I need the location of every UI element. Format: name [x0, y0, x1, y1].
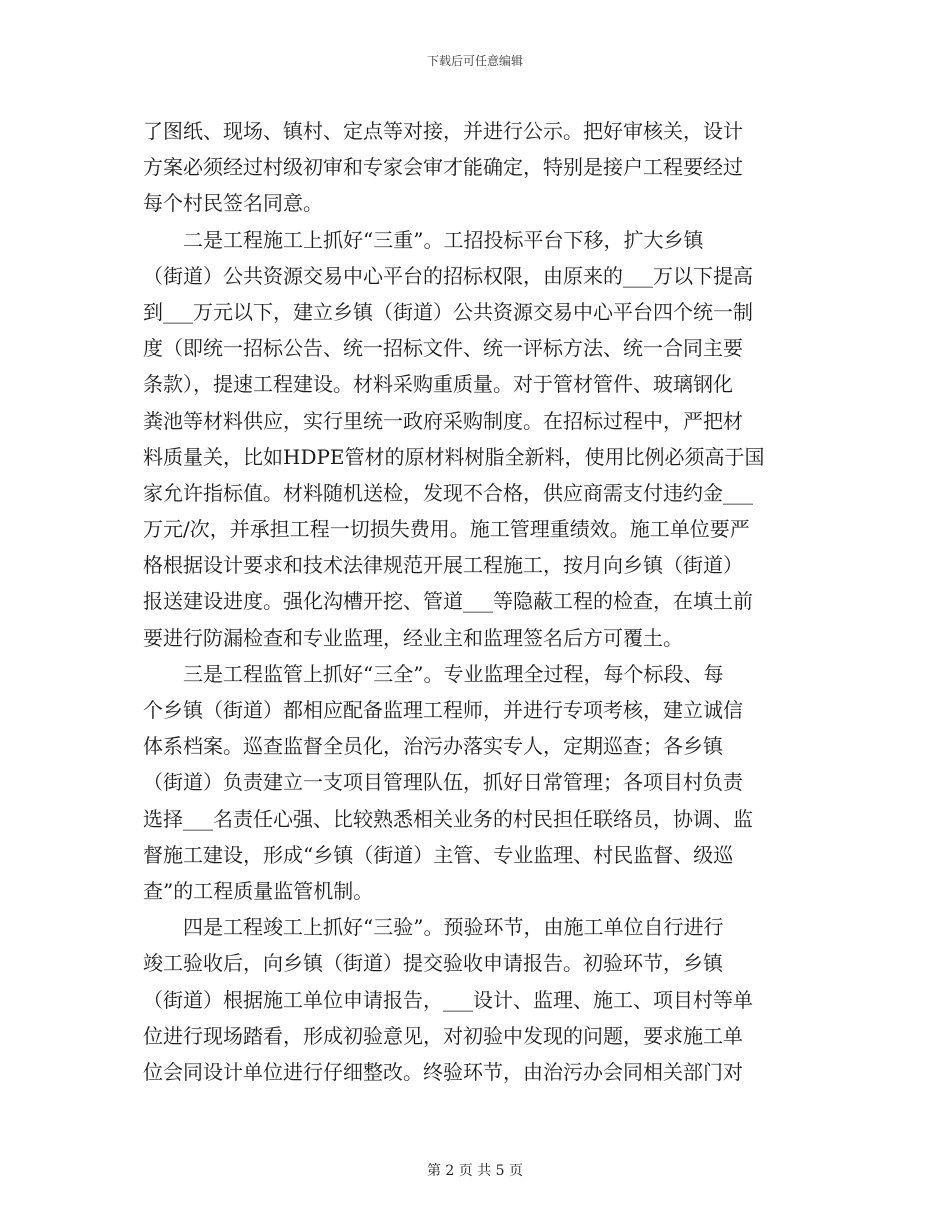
- text-line: 度（即统一招标公告、统一招标文件、统一评标方法、统一合同主要: [143, 336, 743, 361]
- text-line: 条款），提速工程建设。材料采购重质量。对于管材管件、玻璃钢化: [143, 372, 733, 397]
- text-line: 三是工程监管上抓好“三全”。专业监理全过程，每个标段、每: [143, 661, 724, 686]
- text-line: 选择___名责任心强、比较熟悉相关业务的村民担任联络员，协调、监: [143, 806, 753, 831]
- text-line: 个乡镇（街道）都相应配备监理工程师，并进行专项考核，建立诚信: [143, 698, 743, 722]
- text-line: 万元/次，并承担工程一切损失费用。施工管理重绩效。施工单位要严: [143, 517, 750, 542]
- text-line: （街道）负责建立一支项目管理队伍，抓好日常管理；各项目村负责: [143, 770, 743, 795]
- text-line: 二是工程施工上抓好“三重”。工招投标平台下移，扩大乡镇: [143, 227, 704, 252]
- text-line: 料质量关，比如HDPE管材的原材料树脂全新料，使用比例必须高于国: [143, 444, 765, 469]
- text-line: 报送建设进度。强化沟槽开挖、管道___等隐蔽工程的检查，在填土前: [143, 589, 753, 614]
- text-line: 四是工程竣工上抓好“三验”。预验环节，由施工单位自行进行: [143, 915, 724, 940]
- text-line: 督施工建设，形成“乡镇（街道）主管、专业监理、村民监督、级巡: [143, 842, 734, 867]
- text-line: （街道）根据施工单位申请报告，___设计、监理、施工、项目村等单: [143, 987, 753, 1012]
- text-line: 粪池等材料供应，实行里统一政府采购制度。在招标过程中，严把材: [143, 408, 743, 433]
- text-line: （街道）公共资源交易中心平台的招标权限，由原来的___万以下提高: [143, 263, 753, 288]
- text-line: 格根据设计要求和技术法律规范开展工程施工，按月向乡镇（街道）: [143, 553, 743, 578]
- text-line: 了图纸、现场、镇村、定点等对接，并进行公示。把好审核关，设计: [143, 119, 743, 143]
- text-line: 到___万元以下，建立乡镇（街道）公共资源交易中心平台四个统一制: [143, 299, 753, 324]
- text-line: 位会同设计单位进行仔细整改。终验环节，由治污办会同相关部门对: [143, 1059, 743, 1084]
- text-line: 方案必须经过村级初审和专家会审才能确定，特别是接户工程要经过: [143, 155, 743, 180]
- document-body: [143, 113, 809, 1090]
- page-header: 下载后可任意编辑: [426, 54, 523, 68]
- text-line: 查”的工程质量监管机制。: [143, 878, 374, 903]
- text-line: 竣工验收后，向乡镇（街道）提交验收申请报告。初验环节，乡镇: [143, 951, 723, 976]
- text-line: 家允许指标值。材料随机送检，发现不合格，供应商需支付违约金___: [143, 480, 753, 505]
- text-line: 体系档案。巡查监督全员化，治污办落实专人，定期巡查；各乡镇: [143, 734, 723, 759]
- text-line: 每个村民签名同意。: [143, 191, 323, 216]
- text-line: 要进行防漏检查和专业监理，经业主和监理签名后方可覆土。: [143, 625, 683, 650]
- text-line: 位进行现场踏看，形成初验意见，对初验中发现的问题，要求施工单: [143, 1023, 743, 1048]
- page-number-footer: 第 2 页 共 5 页: [426, 1163, 524, 1179]
